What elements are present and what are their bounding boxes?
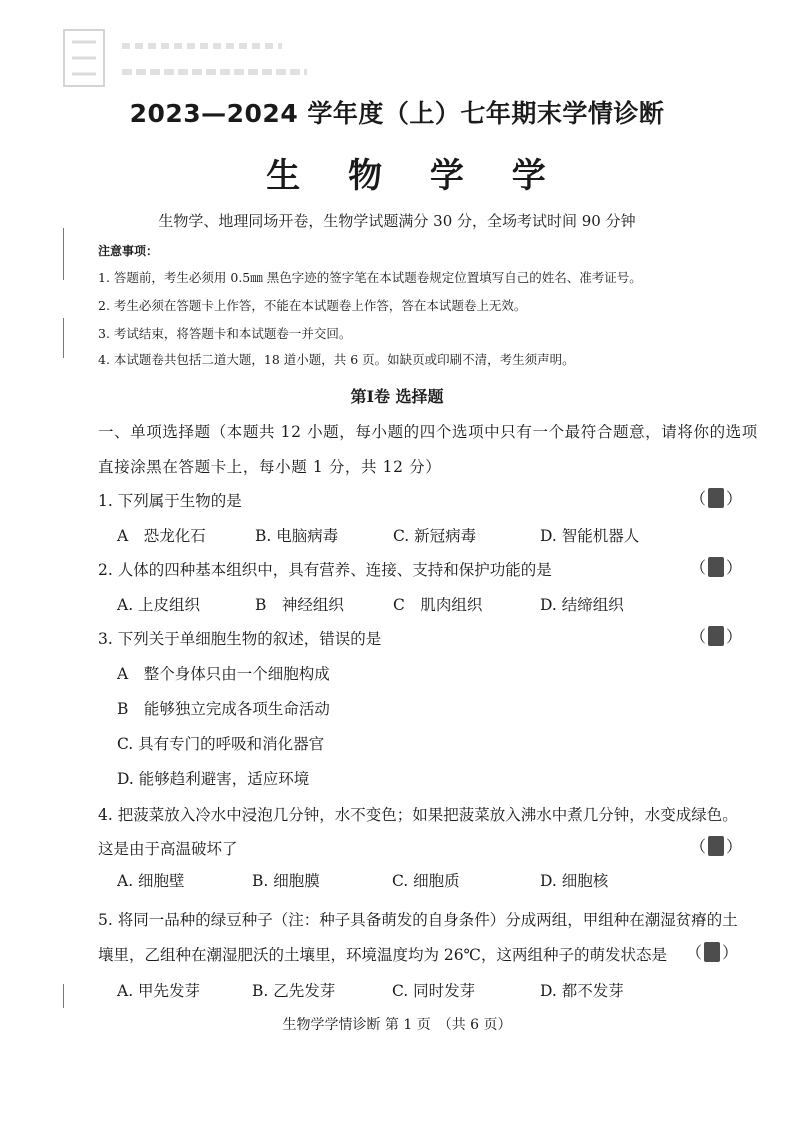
question-stem: 3. 下列关于单细胞生物的叙述，错误的是 [98,630,382,648]
part-instruction: 一、单项选择题（本题共 12 小题，每小题的四个选项中只有一个最符合题意，请将你的选项 [98,423,758,441]
option: C 肌肉组织 [393,596,483,614]
redacted-answer-box [708,626,724,646]
note-item: 2. 考生必须在答题卡上作答，不能在本试题卷上作答，答在本试题卷上无效。 [98,298,527,313]
subject-title: 生 物 学 学 [266,156,564,196]
option: D. 智能机器人 [540,527,640,545]
answer-bracket [686,940,738,963]
bracket-open: （ [690,627,707,646]
question-stem: 这是由于高温破坏了 [98,840,238,858]
redacted-answer-box [708,488,724,508]
option: C. 具有专门的呼吸和消化器官 [117,735,325,753]
notes-heading: 注意事项： [98,244,159,258]
margin-mark [63,228,64,280]
option: C. 同时发芽 [392,982,476,1000]
answer-bracket [690,624,742,647]
option: B 能够独立完成各项生命活动 [117,700,330,718]
option: A. 甲先发芽 [117,982,201,1000]
exam-intro: 生物学、地理同场开卷，生物学试题满分 30 分，全场考试时间 90 分钟 [158,212,636,230]
bracket-open: （ [690,558,707,577]
question-stem: 5. 将同一品种的绿豆种子（注：种子具备萌发的自身条件）分成两组，甲组种在潮湿贫瘠的土 [98,911,738,929]
answer-bracket [690,834,742,857]
bracket-open: （ [686,943,703,962]
faded-stamp-mark [62,28,312,90]
part-instruction: 直接涂黑在答题卡上，每小题 1 分，共 12 分） [98,458,442,476]
option: A 整个身体只由一个细胞构成 [117,665,330,683]
note-item: 4. 本试题卷共包括二道大题，18 道小题，共 6 页。如缺页或印刷不清，考生须声明。 [98,352,575,367]
option: D. 都不发芽 [540,982,624,1000]
question-stem: 壤里，乙组种在潮湿肥沃的土壤里，环境温度均为 26℃，这两组种子的萌发状态是 [98,946,667,964]
bracket-open: （ [690,489,707,508]
redacted-answer-box [708,836,724,856]
note-item: 3. 考试结束，将答题卡和本试题卷一并交回。 [98,326,352,341]
redacted-answer-box [704,942,720,962]
option: B. 电脑病毒 [255,527,339,545]
option: C. 细胞质 [392,872,460,890]
option: A. 细胞壁 [117,872,185,890]
option: D. 能够趋利避害，适应环境 [117,770,310,788]
option: A. 上皮组织 [117,596,201,614]
bracket-close: ） [726,489,743,508]
option: C. 新冠病毒 [393,527,477,545]
margin-mark [63,318,64,358]
bracket-close: ） [722,943,739,962]
redacted-answer-box [708,557,724,577]
option: B 神经组织 [255,596,344,614]
page-footer: 生物学学情诊断 第 1 页 （共 6 页） [282,1017,512,1033]
answer-bracket [690,555,742,578]
option: A 恐龙化石 [117,527,206,545]
option: B. 细胞膜 [252,872,320,890]
option: B. 乙先发芽 [252,982,336,1000]
question-stem: 1. 下列属于生物的是 [98,492,242,510]
exam-title: 2023—2024 学年度（上）七年期末学情诊断 [129,99,665,128]
section-title: 第Ⅰ卷 选择题 [350,387,444,406]
answer-bracket [690,486,742,509]
question-stem: 4. 把菠菜放入冷水中浸泡几分钟，水不变色；如果把菠菜放入沸水中煮几分钟，水变成绿色。 [98,806,738,824]
option: D. 细胞核 [540,872,609,890]
note-item: 1. 答题前，考生必须用 0.5㎜ 黑色字迹的签字笔在本试题卷规定位置填写自己的姓名、准考证号。 [98,270,642,285]
question-stem: 2. 人体的四种基本组织中，具有营养、连接、支持和保护功能的是 [98,561,552,579]
bracket-close: ） [726,558,743,577]
margin-mark [63,984,64,1008]
bracket-close: ） [726,627,743,646]
bracket-open: （ [690,837,707,856]
bracket-close: ） [726,837,743,856]
option: D. 结缔组织 [540,596,624,614]
